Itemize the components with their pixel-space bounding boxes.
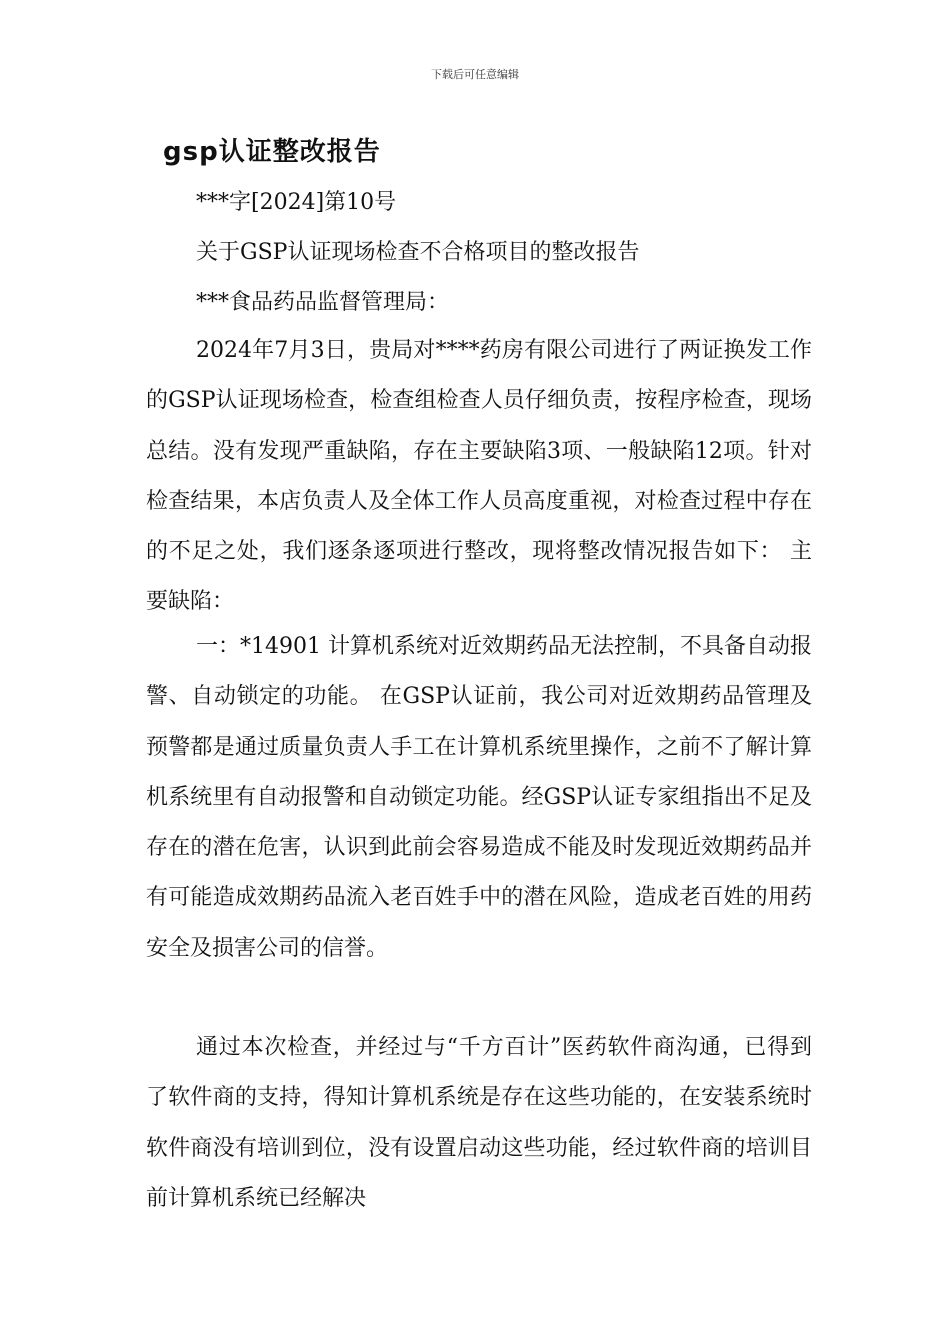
subject-line: 关于GSP认证现场检查不合格项目的整改报告 xyxy=(196,240,640,265)
addressee: ***食品药品监督管理局： xyxy=(196,290,450,315)
paragraph-rectification: 通过本次检查，并经过与“千方百计”医药软件商沟通，已得到了软件商的支持，得知计算机系统是存在这些功能的，在安装系统时软件商没有培训到位，没有设置启动这些功能，经过软件商的培训目前计算机系统已经解决 xyxy=(146,1035,812,1211)
document-number: ***字[2024]第10号 xyxy=(196,190,397,215)
document-title: gsp认证整改报告 xyxy=(163,137,381,167)
paragraph-intro: 2024年7月3日，贵局对****药房有限公司进行了两证换发工作的GSP认证现场检查，检查组检查人员仔细负责，按程序检查，现场总结。没有发现严重缺陷，存在主要缺陷3项、一般缺陷12项。针对检查结果，本店负责人及全体工作人员高度重视，对检查过程中存在的不足之处，我们逐条逐项进行整改，现将整改情况报告如下： 主要缺陷： xyxy=(146,338,812,615)
paragraph-defect-one: 一：*14901 计算机系统对近效期药品无法控制，不具备自动报警、自动锁定的功能。 在GSP认证前，我公司对近效期药品管理及预警都是通过质量负责人手工在计算机系统里操作，之前不了解计算机系统里有自动报警和自动锁定功能。经GSP认证专家组指出不足及存在的潜在危害，认识到此前会容易造成不能及时发现近效期药品并有可能造成效期药品流入老百姓手中的潜在风险，造成老百姓的用药安全及损害公司的信誉。 xyxy=(146,634,812,961)
header-note: 下载后可任意编辑 xyxy=(431,68,519,81)
